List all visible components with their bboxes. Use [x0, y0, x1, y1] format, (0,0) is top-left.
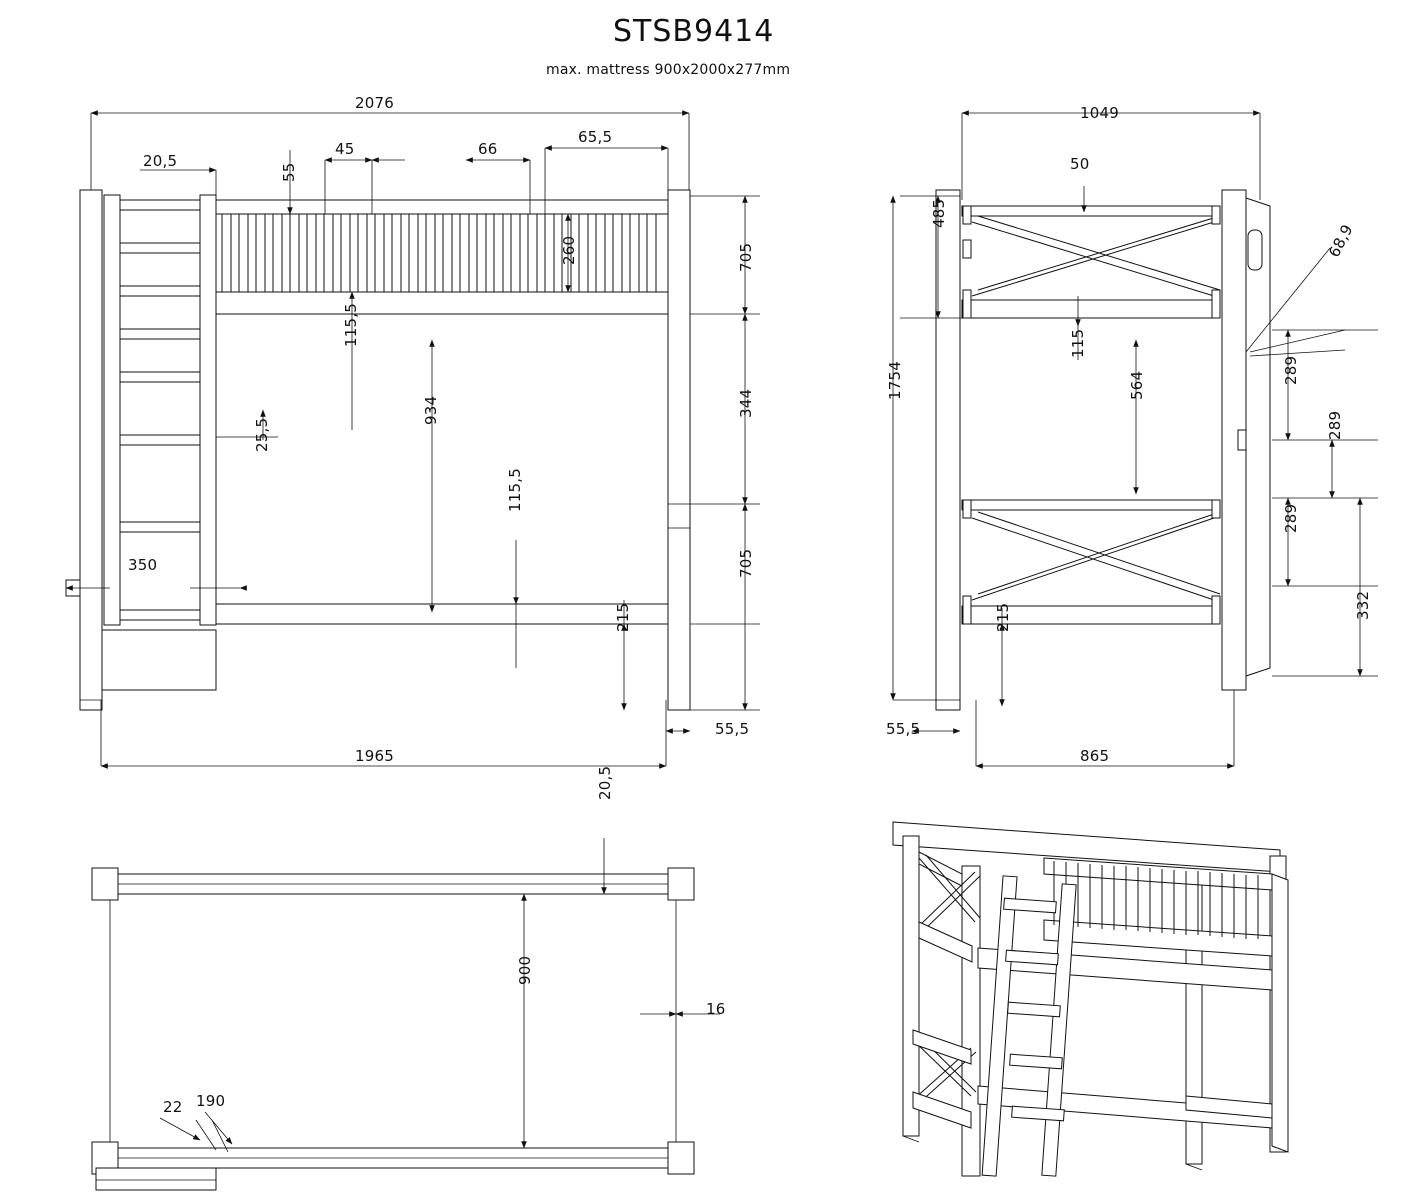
dim-68-9: 68,9 [1325, 221, 1357, 261]
dim-1965: 1965 [355, 747, 394, 765]
dim-55-5-side: 55,5 [886, 720, 921, 738]
dim-20-5: 20,5 [143, 152, 178, 170]
dim-485: 485 [930, 198, 948, 228]
dim-45: 45 [335, 140, 355, 158]
page-title: STSB9414 [613, 14, 775, 49]
dim-344: 344 [737, 388, 755, 418]
dim-115-5-lower: 115,5 [506, 468, 524, 512]
dim-289-a: 289 [1282, 355, 1300, 385]
dim-55-5-front: 55,5 [715, 720, 750, 738]
dim-289-c: 289 [1282, 503, 1300, 533]
dim-20-5-plan: 20,5 [596, 765, 614, 800]
dim-50: 50 [1070, 155, 1090, 173]
dim-332: 332 [1354, 590, 1372, 620]
dim-16: 16 [706, 1000, 726, 1018]
dim-1049: 1049 [1080, 104, 1119, 122]
dim-260: 260 [560, 235, 578, 265]
dim-705-bottom: 705 [737, 548, 755, 578]
isometric-view-geometry [893, 822, 1288, 1176]
dim-115-5-upper: 115,5 [342, 303, 360, 347]
side-elevation-geometry [936, 190, 1270, 710]
dim-865: 865 [1080, 747, 1110, 765]
plan-view-geometry [92, 868, 694, 1190]
front-elevation-geometry [66, 190, 690, 710]
dim-2076: 2076 [355, 94, 394, 112]
dim-900: 900 [516, 955, 534, 985]
dim-25-5: 25,5 [253, 417, 271, 452]
dim-350: 350 [128, 556, 158, 574]
dim-215-side: 215 [994, 602, 1012, 632]
dim-1754: 1754 [886, 361, 904, 400]
page-subtitle: max. mattress 900x2000x277mm [546, 62, 791, 78]
dim-215-front: 215 [614, 602, 632, 632]
dim-55: 55 [280, 162, 298, 182]
dim-564: 564 [1128, 370, 1146, 400]
dim-66: 66 [478, 140, 498, 158]
dim-190: 190 [196, 1092, 226, 1110]
dim-22: 22 [163, 1098, 183, 1116]
dim-705-top: 705 [737, 242, 755, 272]
dim-289-b: 289 [1326, 410, 1344, 440]
dim-65-5: 65,5 [578, 128, 613, 146]
dim-934: 934 [422, 395, 440, 425]
dim-115: 115 [1069, 328, 1087, 358]
